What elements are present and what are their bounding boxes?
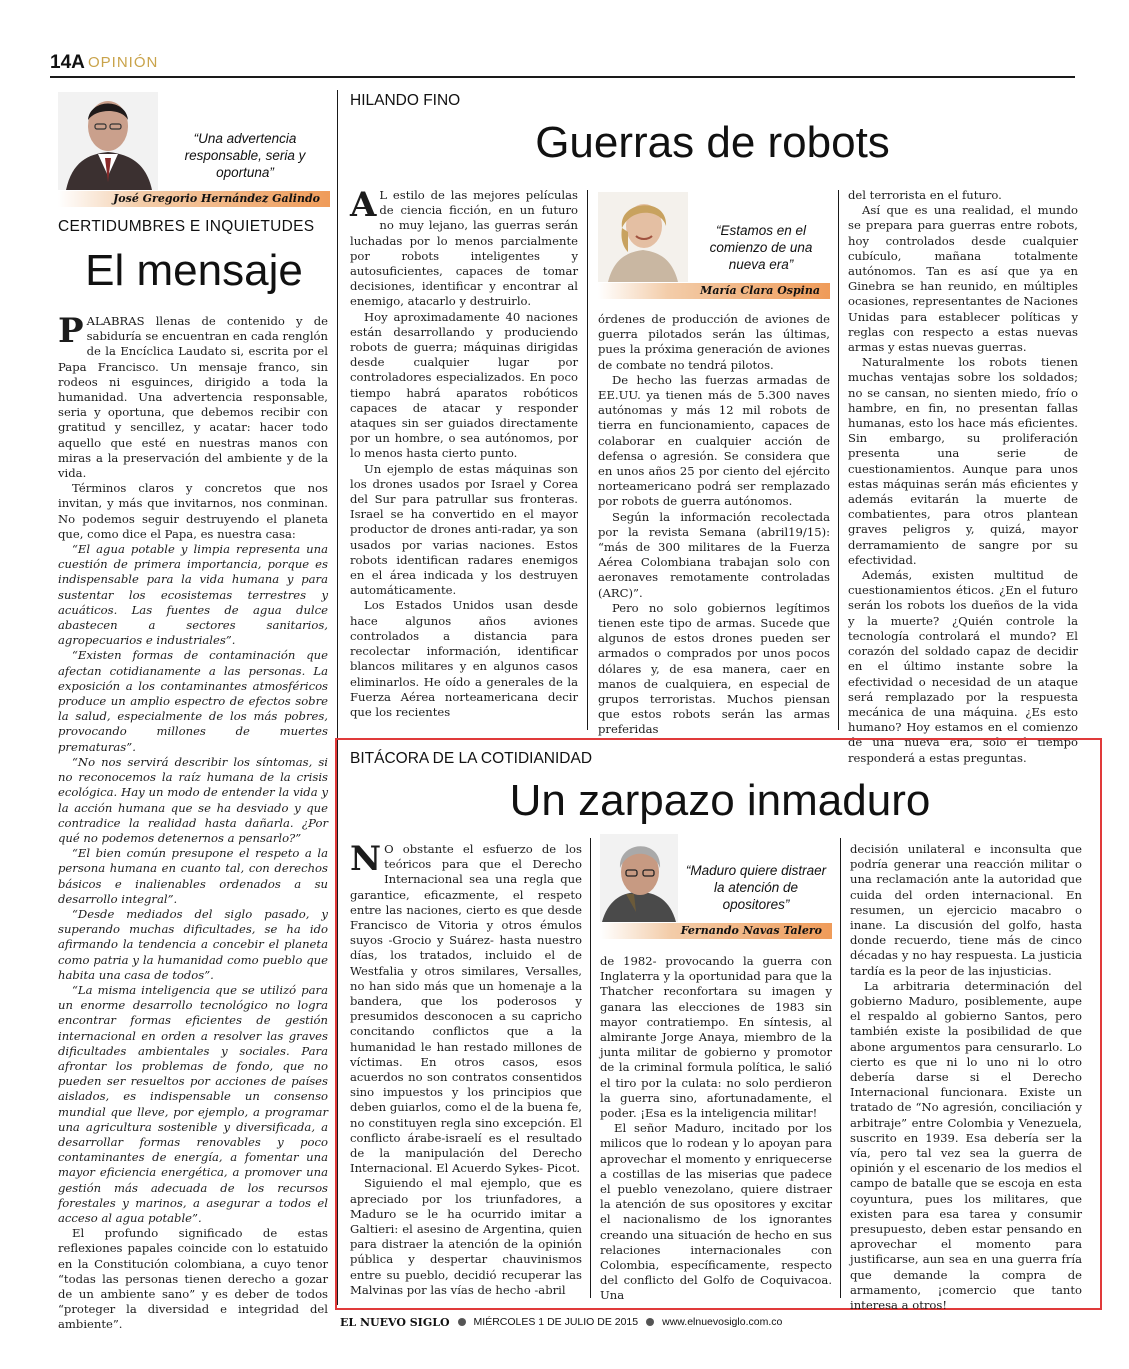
bullet-icon: [646, 1318, 654, 1326]
article-body-col2: [600, 954, 832, 1303]
paragraph: El profundo significado de estas reflexiones papales coincide con lo estatuido en la Constitución colombiana, a cuyo tenor “todas las personas tienen derecho a gozar de un ambiente sano” y es deber de todos “proteger la diversidad e integridad del ambiente”.: [58, 1226, 328, 1332]
name-bar: [600, 923, 832, 939]
author-name-bar-left: [58, 191, 330, 207]
paragraph: Siguiendo el mal ejemplo, que es apreciado por los triunfadores, a Maduro se le ha ocurrido imitar a Galtieri: el asesino de Argentina, quien para distraer la atención de la opinión pública y despertar chauvinismos entre su pueblo, decidió recuperar las Malvinas por las vías de hecho -abril: [350, 1176, 582, 1297]
author-quote-box-left: [160, 130, 330, 181]
header-rule: [50, 76, 1075, 78]
paragraph: decisión unilateral e inconsulta que podría generar una reacción militar o una reclamación ante la autoridad que cuida del orden internacional. En resumen, un ejercicio macabro o inane. La discusión del golfo, hasta donde recuerdo, tiene más de cinco décadas y no hay respuesta. La justicia tardía es la peor de las injusticias.: [850, 842, 1082, 978]
paragraph: De hecho las fuerzas armadas de EE.UU. ya tienen más de 5.300 naves autónomas y más 12 mil robots de tierra en funcionamiento, capaces de colaborar en cualquier acción de defensa o agresión. Se considera que en unos años 25 por ciento del ejército norteamericano podrá ser remplazado por robots de guerra autónomos.: [598, 372, 830, 509]
author-name-bar-top: [598, 283, 830, 299]
paper-name: EL NUEVO SIGLO: [340, 1315, 450, 1329]
author-quote-box-top: [690, 222, 832, 273]
author-name: Fernando Navas Talero: [680, 924, 822, 937]
author-photo-ospina: [598, 192, 688, 282]
footer: [340, 1312, 800, 1332]
author-quote: “Maduro quiere distraer la atención de opositores”: [685, 863, 827, 912]
name-bar: [598, 283, 830, 299]
paragraph: Los Estados Unidos usan desde hace algunos años aviones controlados a distancia para recolectar información, identificar blancos militares y en algunos casos eliminarlos. He oído a generales de la Fuerza Aérea norteamericana decir que los recientes: [350, 598, 578, 719]
paragraph: “El agua potable y limpia representa una cuestión de primera importancia, porque es indispensable para la vida humana y para sustentar los ecosistemas terrestres y acuáticos. Las fuentes de agua dulce abastecen a sectores sanitarios, agropecuarios e industriales”.: [58, 542, 328, 648]
name-bar: [58, 191, 330, 207]
paragraph: Hoy aproximadamente 40 naciones están desarrollando y produciendo robots de guerra; máquinas dirigidas desde cualquier lugar por controladores especializados. En poco tiempo habrá aparatos robóticos capaces de atacar y responder ataques sin ser guiados directamente por un hombre, o sea autónomos, por lo menos hasta cierto punto.: [350, 309, 578, 461]
paragraph: “No nos servirá describir los síntomas, si no reconocemos la raíz humana de la crisis ecológica. Hay un modo de entender la vida y la acción humana que se ha desviado y que contradice la realidad hasta dañarla. ¿Por qué no podemos detenernos a pensarlo?”: [58, 754, 328, 845]
paragraph: O obstante el esfuerzo de los teóricos para que el Derecho Internacional sea una regla que garantice, eficazmente, el respeto entre las naciones, cierto es que desde Francisco de Vitoria y otros émulos suyos -Grocio y Suárez- hasta nuestro días, los tratados, incluido el de Westfalia y otros similares, Versalles, no han sido más que un homenaje a la bandera, que los poderosos y presumidos desconocen a su capricho concitando conflictos que a la humanidad le han restado millones de víctimas. En otros casos, esos acuerdos no son contratos consentidos sino impuestos y los principios que deben guiarlos, como el de la buena fe, no constituyen regla sino excepción. El conflicto árabe-israelí es el resultado de la manipulación del Derecho Internacional. El Acuerdo Sykes- Picot.: [350, 842, 582, 1176]
paragraph: L estilo de las mejores películas de ciencia ficción, en un futuro no muy lejano, las guerras serán luchadas por lo menos parcialmente por robots inteligentes y autosuficientes, capaces de tomar decisiones, identificar y encontrar al enemigo, atacarlo y destruirlo.: [350, 188, 578, 309]
paragraph: Según la información recolectada por la revista Semana (abril19/15): “más de 300 militares de la Fuerza Aérea Colombiana trabajan solo con aeronaves remotamente controladas (ARC)”.: [598, 509, 830, 600]
paragraph: Naturalmente los robots tienen muchas ventajas sobre los soldados; no se cansan, no sienten miedo, frío o hambre, en fin, no presentan fallas humanas, esto los hace más eficientes. Sin embargo, su proliferación presenta una serie de cuestionamientos. Aunque para unos estas máquinas serán más eficientes y además evitarán la muerte de combatientes, para otros plantean graves peligros y, quizá, mayor derramamiento de sangre por su efectividad.: [848, 355, 1078, 567]
paragraph: del terrorista en el futuro.: [848, 188, 1002, 202]
drop-cap: P: [58, 311, 84, 351]
drop-cap: A: [350, 185, 377, 225]
paragraph: Pero no solo gobiernos legítimos tienen este tipo de armas. Sucede que algunos de estos drones pueden ser armados o comprados por unos pocos dólares y, de esa manera, caer en manos de cualquiera, en especial de grupos terroristas. Muchos piensan que estos robots serán las armas preferidas: [598, 600, 830, 737]
article-body-col3: [848, 188, 1078, 765]
kicker: CERTIDUMBRES E INQUIETUDES: [58, 218, 315, 235]
article-body-col3: [850, 842, 1082, 1313]
author-name-bar-bottom: [600, 923, 832, 939]
column-divider-top-2: [838, 190, 839, 730]
author-quote-box-bottom: [680, 862, 832, 913]
author-photo-hernandez: [58, 92, 158, 190]
paragraph: Términos claros y concretos que nos invitan, y más que invitarnos, nos conminan. No podemos seguir destruyendo el planeta que, como dice el Papa, es nuestra casa:: [58, 481, 328, 541]
paragraph: Además, existen multitud de cuestionamientos éticos. ¿En el futuro serán los robots los dueños de la vida y la muerte? ¿Quién controle la tecnología controlará el mundo? El corazón del soldado capaz de decidir en el último instante sobre la efectividad o necesidad de un ataque será remplazado por la respuesta mecánica de una máquina. ¿Es esto humano? Hoy estamos en el comienzo de una nueva era, solo el tiempo responderá a estas preguntas.: [848, 568, 1078, 765]
footer-url: www.elnuevosiglo.com.co: [662, 1316, 783, 1328]
kicker: HILANDO FINO: [350, 92, 461, 109]
footer-date: MIÉRCOLES 1 DE JULIO DE 2015: [473, 1316, 639, 1328]
drop-cap: N: [350, 839, 382, 879]
author-name: María Clara Ospina: [700, 284, 820, 297]
paragraph: “Existen formas de contaminación que afectan cotidianamente a las personas. La exposición a los contaminantes atmosféricos produce un amplio espectro de efectos sobre la salud, especialmente de los más pobres, provocando millones de muertes prematuras”.: [58, 648, 328, 754]
paragraph: “La misma inteligencia que se utilizó para un enorme desarrollo tecnológico no logra encontrar formas eficientes de gestión internacional en orden a resolver las graves dificultades ambientales y sociales. Para afrontar los problemas de fondo, que no pueden ser resueltos por acciones de países aislados, es indispensable un consenso mundial que lleve, por ejemplo, a programar una agricultura sostenible y diversificada, a desarrollar formas renovables y poco contaminantes de energía, a fomentar una mayor eficiencia energética, a promover una gestión más adecuada de los recursos forestales y marinos, a asegurar a todos el acceso al agua potable”.: [58, 982, 328, 1225]
article-body-col1: [350, 185, 578, 728]
page-number: 14A: [50, 52, 85, 73]
paragraph: Un ejemplo de estas máquinas son los drones usados por Israel y Corea del Sur para patrullar sus fronteras. Israel se ha convertido en el mayor productor de drones anti-radar, ya son usados por varias naciones. Estos robots identifican radares enemigos en el área indicada y los destruyen automáticamente.: [350, 461, 578, 598]
bullet-icon: [458, 1318, 466, 1326]
headline: Guerras de robots: [535, 118, 890, 167]
headline: El mensaje: [85, 246, 303, 295]
article-body-col1: [350, 839, 582, 1302]
headline: Un zarpazo inmaduro: [509, 776, 931, 825]
author-quote: “Una advertencia responsable, seria y oportuna”: [184, 131, 306, 180]
author-name: José Gregorio Hernández Galindo: [113, 192, 320, 205]
paragraph: de 1982- provocando la guerra con Inglaterra y la oportunidad para que la Thatcher reconfortara su imagen y ganara las elecciones de 1983 sin mayor contratiempo. En síntesis, al almirante Jorge Anaya, miembro de la junta militar de gobierno y promotor de la criminal formula política, le salió el tiro por la culata: no solo perdieron la guerra sino, afortunadamente, el poder. ¡Esa es la inteligencia militar!: [600, 954, 832, 1121]
column-divider-top-1: [587, 190, 588, 730]
paragraph: Así que es una realidad, el mundo se prepara para guerras entre robots, hoy controlados desde cualquier cubículo, mañana totalmente autónomos. Tan es así que ya en Ginebra se han reunido, en múltiples ocasiones, representantes de Naciones Unidas para establecer políticas y reglas con respecto a estas nuevas armas y estas nuevas guerras.: [848, 203, 1078, 355]
paragraph: órdenes de producción de aviones de guerra pilotados serán las últimas, pues la próxima generación de aviones de combate no tendrá pilotos.: [598, 312, 830, 372]
author-quote: “Estamos en el comienzo de una nueva era”: [709, 223, 813, 272]
author-photo-navas: [600, 834, 678, 922]
article-body-col2: [598, 312, 830, 737]
kicker: BITÁCORA DE LA COTIDIANIDAD: [350, 750, 593, 767]
paragraph: La arbitraria determinación del gobierno Maduro, posiblemente, aupe el respaldo al gobierno Santos, pero también existe la posibilidad de que abone argumentos para censurarlo. Lo cierto es que ni lo uno ni lo otro debería darse si el Derecho Internacional funcionara. Existe un tratado de “No agresión, conciliación y arbitraje” entre Colombia y Venezuela, suscrito en 1939. Esa debería ser la vía, pero tal vez sea la guerra de opinión y el escenario de los medios el campo de batalle que se escoja en esta coyuntura, pues los militares, que existen para esa tarea y consumir presupuesto, deben estar pensando en aprovechar el momento para justificarse, aun sea en una guerra fría que demande la compra de armamento, ¡comercio que tanto interesa a otros!: [850, 978, 1082, 1313]
section-label: OPINIÓN: [88, 54, 159, 71]
paragraph: El señor Maduro, incitado por los milicos que lo rodean y lo apoyan para aprovechar el momento y enriquecerse a costillas de las miserias que padece el pueblo venezolano, quiere distraer la atención de sus opositores y excitar el nacionalismo de los ignorantes creando una situación de hecho en sus relaciones internacionales con Colombia, específicamente, respecto del conflicto del Golfo de Coquivacoa. Una: [600, 1121, 832, 1303]
paragraph: “El bien común presupone el respeto a la persona humana en cuanto tal, con derechos básicos e inalienables ordenados a su desarrollo integral”.: [58, 846, 328, 906]
paragraph: “Desde mediados del siglo pasado, y superando muchas dificultades, se ha ido afirmando la tendencia a concebir el planeta como patria y la humanidad como pueblo que habita una casa de todos”.: [58, 906, 328, 982]
paragraph: ALABRAS llenas de contenido y de sabiduría se encuentran en cada renglón de la Encíclica Laudato si, escrita por el Papa Francisco. Un mensaje franco, sin rodeos ni esguinces, dirigido a toda la humanidad. Una advertencia responsable, seria y oportuna, que debemos recibir con gratitud y sencillez, y acatar: hacer todo aquello que esté en nuestras manos con miras a la preservación del ambiente y de la vida.: [58, 314, 328, 481]
article-body-left: [58, 311, 328, 1332]
